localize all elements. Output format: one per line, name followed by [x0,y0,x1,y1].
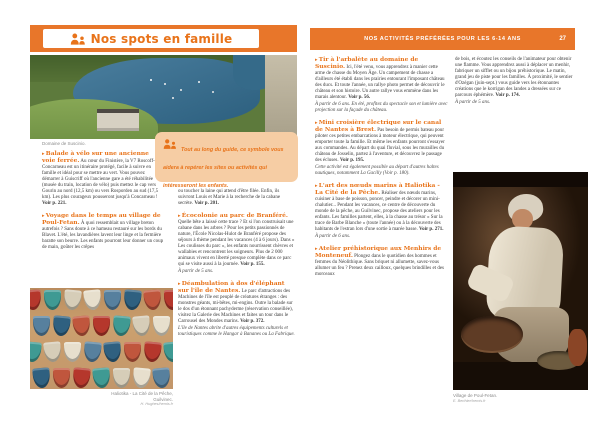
age-note: À partir de 5 ans. [455,100,491,105]
bullet-arrow-icon: ▸ [178,214,181,219]
article-heading: Écocolonie au parc de Branféré. [181,212,288,219]
photo-credit: E. Berthier/hemis.fr [453,398,486,403]
left-column-2 [178,189,296,344]
article-heading: Mini croisière électrique sur le canal de Nantes à Brest. [315,119,442,133]
tip-text: Tout au long du guide, ce symbole vous aidera à repérer les sites ou activités qui intéresseront les enfants. [163,147,284,189]
caption-poul-fetan: Village de Poul-Fetan. E. Berthier/hemis.fr [453,393,588,404]
article-heading: Tir à l'arbalète au domaine de Suscinio. [315,56,419,70]
bullet-arrow-icon: ▸ [315,58,318,63]
article-body: Pas besoin de permis bateau pour piloter ces petites embarcations à moteur électrique, qui peuvent emporter toute la famille. Et même les enfants pourront s'essayer aux commandes. Au départ du quai fluvial, sous les murailles du château de Josselin, partez à l'aventure, et découvrez le passage des écluses. [315,128,445,163]
article-poul-fetan [42,213,164,251]
article-heading: L'art des nœuds marins à Haliotika - La Cité de la Pêche. [315,182,440,196]
left-column-1 [42,151,164,257]
caption-haliotika: Haliotika - La Cité de la Pêche, Guilvinec. H. Hughes/hemis.fr [30,391,173,408]
family-icon [70,33,86,45]
bullet-arrow-icon: ▸ [315,184,318,189]
article-balade-velo [42,151,164,207]
page-ref: Voir p. 221. [42,201,67,206]
article-body: ou toucher la laine qui attend d'être filée. Enfin, ils suivront Louis et Marie à la recherche de la cabane secrète. [178,189,281,206]
article-mini-croisiere [315,120,448,177]
article-heading: Voyage dans le temps au village de Poul-Fetan. [42,212,161,226]
photo-credit: H. Hughes/hemis.fr [140,402,173,407]
bullet-arrow-icon: ▸ [315,247,318,252]
running-head: NOS ACTIVITÉS PRÉFÉRÉES POUR LES 6-14 ANS [364,36,521,42]
age-note: À partir de 6 ans. [315,234,351,239]
section-title: Nos spots en famille [90,31,233,46]
page-ref: Voir p. 174. [495,93,520,98]
article-heading: Atelier préhistorique aux Menhirs de Monteneuf. [315,245,442,259]
article-heading: Déambulation à dos d'éléphant sur l'île de Nantes. [178,280,285,294]
right-header-bar [310,28,575,50]
article-atelier-prehistorique-continued [455,57,575,106]
page-ref: Voir p. 195. [339,158,365,163]
article-arbalete [315,57,448,114]
article-machines-nantes [178,281,296,338]
age-note: À partir de 5 ans. [178,269,214,274]
age-note: À partir de 6 ans. En été, profitez du spectacle son et lumière avec projection sur la façade du château. [315,102,448,113]
photo-domaine-suscinio [30,55,297,139]
left-header-box [43,29,259,48]
photo-poul-fetan [453,172,588,390]
info-note: L'île de Nantes abrite d'autres équipements culturels et touristiques comme le Hangar à Bananes ou La Fabrique. [178,326,295,337]
article-body: Au cœur du Finistère, la V7 Roscoff-Concarneau est un itinéraire protégé, facile à suivre en famille et idéal pour se mettre au vert. Vous pouvez démarrer à Guiscriff où l'ancienne gare a été réhabilitée (musée du train, location de vélo) puis mettez le cap vers Gourin au nord (12,5 km) ou vers Rosporden au sud (17,5 km). Les plus courageux pousseront jusqu'à Concarneau ! [42,159,159,200]
right-column-2 [455,57,575,112]
bullet-arrow-icon: ▸ [315,121,318,126]
bullet-arrow-icon: ▸ [42,152,45,157]
article-body: Réaliser des nœuds marins, cuisiner à base de poisson, poncer, peindre et décorer un mini-chalutier... Pendant les vacances, ce centre de découverte du monde de la pêche, au Guilvinec, propose des ateliers pour les enfants. Les familles partent, elles, à la chasse au trésor « Sur la trace de Barbe Blanche » (toute l'année) ou à la découverte des habitants de l'estran lors d'une sortie à marée basse. [315,191,443,232]
article-body: À quoi ressemblait un village breton autrefois ? Sans doute à ce hameau restauré sur les bords du Blavet. L'été, les lavandières lavent leur linge et la fermière baratte son beurre. Les enfants pourront leur donner un coup de main, goûter les crêpes [42,221,164,250]
page-ref: Voir p. 201. [194,201,219,206]
article-body: de bois, et écoutez les conseils de l'animateur pour obtenir une flamme. Vous apprendrez aussi à déplacer un menhir, fabriquer un sifflet ou un bijou préhistorique. Le matin, grand jeu de piste pour les familles. À proximité, le sentier d'Ozégan (juin-sept.) vous guide vers les étonnantes créations que le korrigan des landes a dressées sur ce parcours éphémère. [455,57,573,98]
article-body: Le parc d'attractions des Machines de l'île est peuplé de créatures étranges : des monstres géants, mi-bêtes, mi-engins. Outre la balade sur le dos d'un étonnant pachyderme (réservation conseillée), visitez la Galerie des Machines et faites un tour dans le Carrousel des Mondes marins. [178,289,293,324]
family-icon [163,139,177,149]
page-ref: Voir p. 271. [419,227,444,232]
page-number: 27 [559,36,566,42]
bullet-arrow-icon: ▸ [178,282,181,287]
article-noeuds-marins [315,183,448,240]
bullet-arrow-icon: ▸ [42,214,45,219]
article-heading: Balade à vélo sur une ancienne voie ferrée. [42,150,149,164]
article-body: Quelle bête a laissé cette trace ? Et si l'on construisait une cabane dans les arbres ? Pour les petits passionnés de nature, l'École Nicolas-Hulot de Branféré propose des séjours à thème pendant les vacances (4 à 6 jours). Dans « Les coulisses du parc », les enfants nourrissent chèvres et wallabies et rencontrent les soigneurs. Plus de 2 000 animaux vivent en liberté presque complète dans ce parc qui se visite aussi à la journée. [178,220,295,267]
article-ecocolonie [178,213,296,275]
caption-suscinio: Domaine de Suscinio. [42,141,86,146]
right-column-1 [315,57,448,284]
page-ref: Voir p. 372. [240,319,265,324]
page-ref: Voir p. 155. [240,262,265,267]
info-note: Cette activité est également possible au départ d'autres haltes nautiques, notamment La Gacilly (Voir p. 180). [315,165,439,176]
article-body: Ici, l'été venu, vous apprendrez à manier cette arme de chasse du Moyen Âge. Un campement de chasse a d'ailleurs été établi dans les prairies entourant l'imposant château des ducs. Et toute l'année, un rallye photo permet de découvrir le château et son histoire. Un autre rallye vous emmène dans les marais alentour. [315,65,445,100]
tip-box [155,132,298,189]
article-atelier-prehistorique [315,246,448,278]
photo-haliotika-boats [30,288,173,389]
left-header-bar [30,25,297,52]
article-body: Plongez dans le quotidien des hommes et femmes du Néolithique. Sans briquet ni allumette, savez-vous allumer un feu ? Prenez deux cailloux, quelques brindilles et des morceaux [315,254,444,277]
page-ref: Voir p. 56. [348,95,371,100]
